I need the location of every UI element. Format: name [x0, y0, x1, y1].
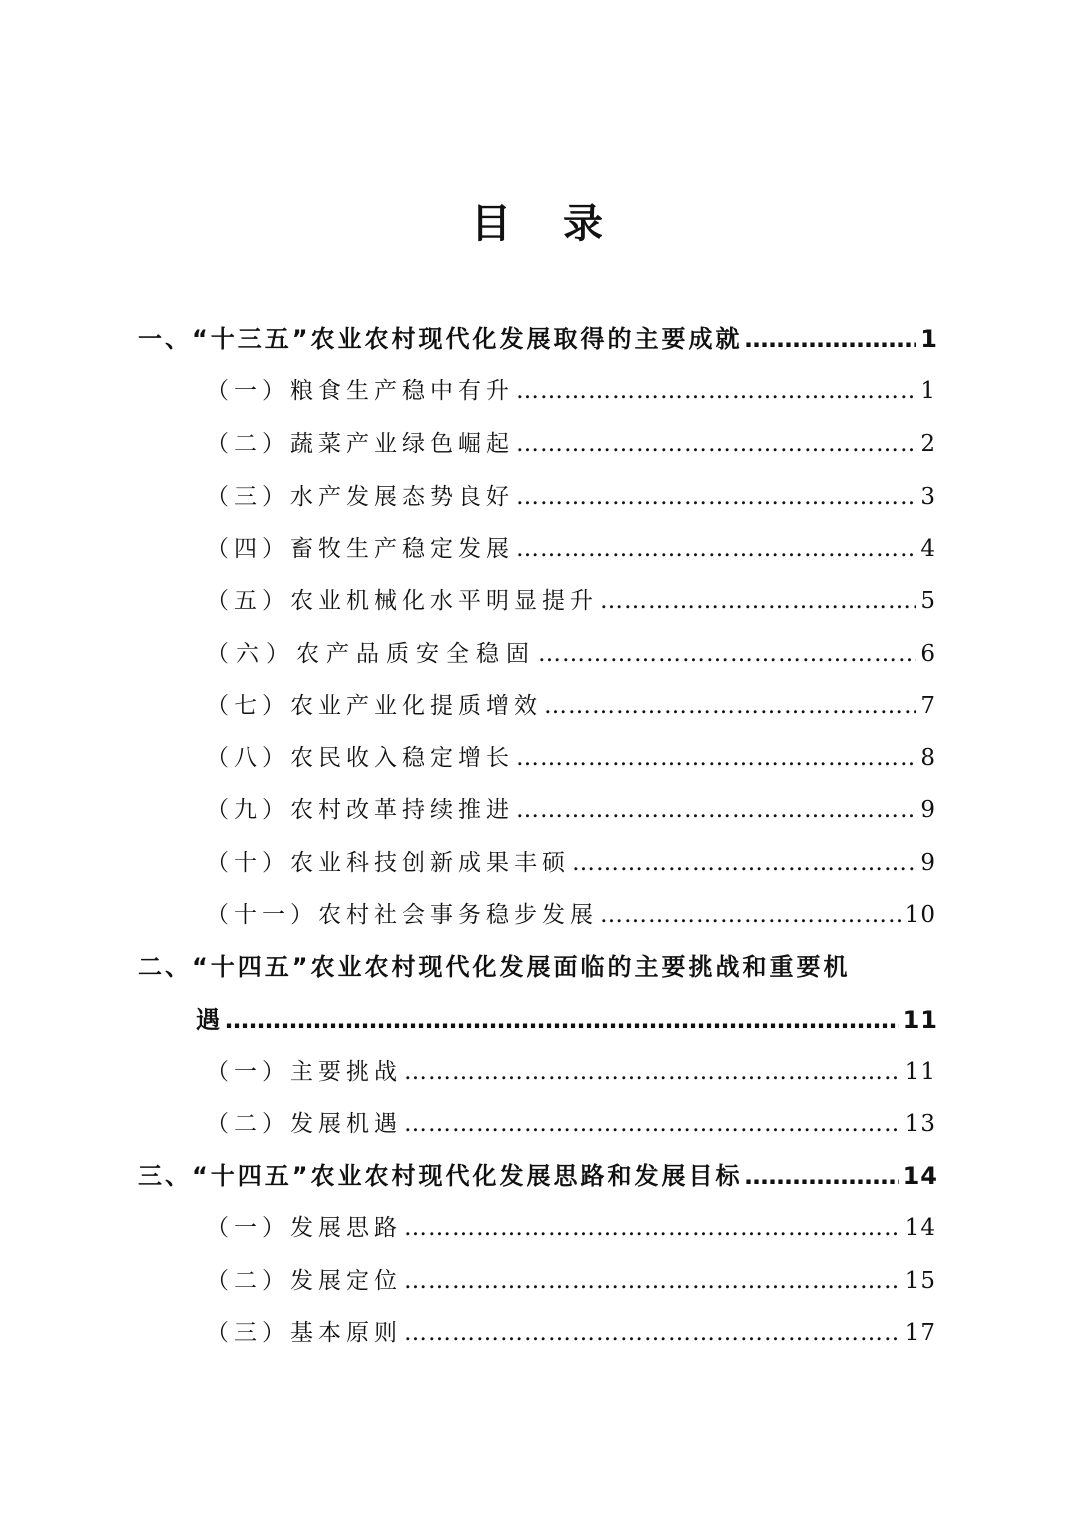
toc-entry-section[interactable]: [206, 581, 936, 621]
toc-dot-leader: [600, 581, 916, 621]
toc-dot-leader: [404, 1052, 901, 1092]
toc-page-number: 17: [904, 1320, 936, 1346]
title-char-2: 录: [563, 201, 603, 247]
toc-entry-label: （三）水产发展态势良好: [206, 484, 514, 510]
toc-page-number: 11: [902, 1006, 938, 1034]
toc-entry-chapter-2[interactable]: [138, 947, 938, 987]
toc-page-number: 2: [920, 431, 936, 457]
toc-dot-leader: [404, 1313, 901, 1353]
toc-entry-label: （二）发展机遇: [206, 1111, 402, 1137]
toc-dot-leader: [745, 1156, 899, 1196]
toc-page-number: 4: [920, 536, 936, 562]
toc-page-number: 5: [920, 588, 936, 614]
toc-entry-section[interactable]: [206, 1313, 936, 1353]
toc-page-number: 1: [920, 325, 938, 353]
toc-entry-label: （一）发展思路: [206, 1215, 402, 1241]
toc-page-number: 3: [920, 484, 936, 510]
toc-entry-chapter-3[interactable]: [138, 1156, 938, 1196]
toc-dot-leader: [544, 686, 916, 726]
toc-entry-section[interactable]: [206, 529, 936, 569]
toc-dot-leader: [516, 790, 916, 830]
title-char-1: 目: [471, 201, 511, 247]
toc-entry-label: 一、“十三五”农业农村现代化发展取得的主要成就: [138, 325, 743, 353]
toc-page-number: 13: [904, 1111, 936, 1137]
toc-dot-leader: [404, 1104, 901, 1144]
toc-entry-section[interactable]: [206, 1261, 936, 1301]
toc-entry-label: （三）基本原则: [206, 1320, 402, 1346]
toc-entry-section[interactable]: [206, 1208, 936, 1248]
toc-entry-label: （五）农业机械化水平明显提升: [206, 588, 598, 614]
toc-entry-label: （一）粮食生产稳中有升: [206, 378, 514, 404]
toc-page-number: 10: [904, 902, 936, 928]
toc-dot-leader: [600, 895, 901, 935]
toc-entry-label: （十一）农村社会事务稳步发展: [206, 902, 598, 928]
toc-page-number: 9: [920, 850, 936, 876]
toc-entry-chapter-1[interactable]: [138, 319, 938, 359]
toc-entry-label: 三、“十四五”农业农村现代化发展思路和发展目标: [138, 1162, 743, 1190]
toc-entry-section[interactable]: [206, 634, 936, 674]
toc-entry-label: （六）农产品质安全稳固: [206, 641, 536, 667]
toc-dot-leader: [516, 424, 916, 464]
toc-page-number: 11: [904, 1059, 936, 1085]
toc-page-number: 9: [920, 797, 936, 823]
toc-dot-leader: [404, 1208, 901, 1248]
toc-dot-leader: [516, 738, 916, 778]
toc-entry-label: （一）主要挑战: [206, 1059, 402, 1085]
toc-entry-chapter-2-continued[interactable]: [196, 1000, 938, 1040]
toc-dot-leader: [516, 529, 916, 569]
toc-dot-leader: [516, 371, 916, 411]
toc-entry-label: 遇: [196, 1006, 223, 1034]
toc-page-number: 6: [920, 641, 936, 667]
toc-dot-leader: [572, 843, 916, 883]
toc-dot-leader: [225, 1000, 899, 1040]
toc-page-number: 14: [902, 1162, 938, 1190]
toc-dot-leader: [538, 634, 916, 674]
toc-entry-section[interactable]: [206, 477, 936, 517]
toc-entry-section[interactable]: [206, 371, 936, 411]
toc-page-number: 7: [920, 693, 936, 719]
toc-entry-label: 二、“十四五”农业农村现代化发展面临的主要挑战和重要机: [138, 953, 851, 981]
toc-entry-section[interactable]: [206, 895, 936, 935]
toc-page-number: 1: [920, 378, 936, 404]
toc-entry-label: （八）农民收入稳定增长: [206, 745, 514, 771]
toc-entry-section[interactable]: [206, 686, 936, 726]
toc-entry-label: （十）农业科技创新成果丰硕: [206, 850, 570, 876]
toc-entry-label: （四）畜牧生产稳定发展: [206, 536, 514, 562]
toc-page-number: 14: [904, 1215, 936, 1241]
toc-dot-leader: [745, 319, 917, 359]
toc-entry-label: （九）农村改革持续推进: [206, 797, 514, 823]
toc-entry-section[interactable]: [206, 790, 936, 830]
toc-entry-section[interactable]: [206, 738, 936, 778]
toc-entry-label: （二）发展定位: [206, 1268, 402, 1294]
toc-page-number: 8: [920, 745, 936, 771]
toc-dot-leader: [516, 477, 916, 517]
toc-entry-section[interactable]: [206, 1052, 936, 1092]
toc-entry-section[interactable]: [206, 424, 936, 464]
toc-page-number: 15: [904, 1268, 936, 1294]
toc-entry-section[interactable]: [206, 1104, 936, 1144]
toc-entry-section[interactable]: [206, 843, 936, 883]
toc-dot-leader: [404, 1261, 901, 1301]
toc-entry-label: （二）蔬菜产业绿色崛起: [206, 431, 514, 457]
toc-entry-label: （七）农业产业化提质增效: [206, 693, 542, 719]
